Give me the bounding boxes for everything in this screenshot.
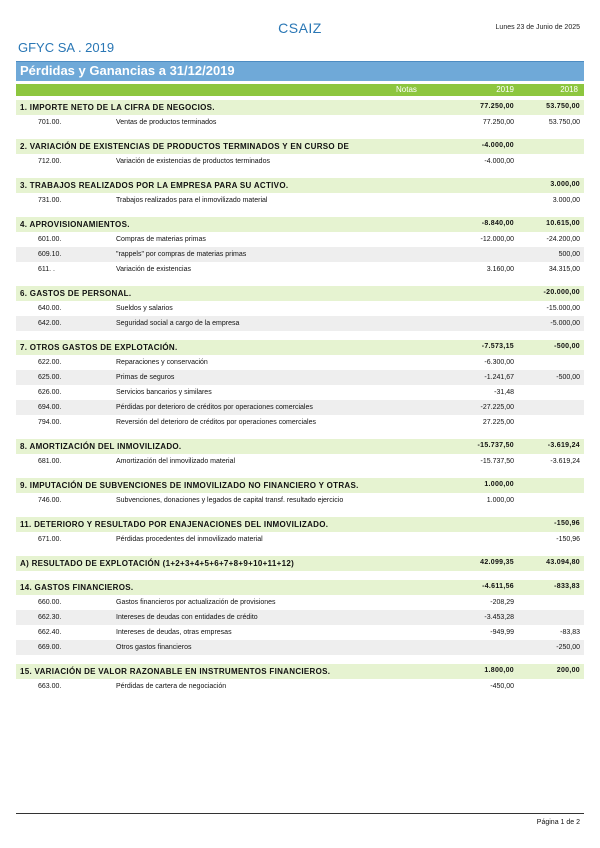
account-value-2019: -4.000,00 [484,158,514,165]
account-description: Otros gastos financieros [116,644,192,651]
column-notes: Notas [396,85,417,94]
section-label: 15. VARIACIÓN DE VALOR RAZONABLE EN INSTRUMENTOS FINANCIEROS. [20,667,331,676]
account-code: 746.00. [38,497,62,504]
section-value-2018: -20.000,00 [543,289,580,296]
account-value-2019: -450,00 [490,683,514,690]
account-row [16,232,584,247]
account-description: Gastos financieros por actualización de provisiones [116,599,276,606]
account-description: Variación de existencias [116,266,191,273]
account-row [16,454,584,469]
row-spacer [16,169,584,178]
account-value-2019: -15.737,50 [480,458,514,465]
account-row [16,247,584,262]
account-row [16,640,584,655]
account-row [16,400,584,415]
account-value-2018: 3.000,00 [552,197,580,204]
account-description: Sueldos y salarios [116,305,173,312]
account-value-2019: -1.241,67 [484,374,514,381]
section-row [16,517,584,532]
section-value-2018: -3.619,24 [547,442,580,449]
account-description: Intereses de deudas, otras empresas [116,629,232,636]
section-row [16,664,584,679]
report-date: Lunes 23 de Junio de 2025 [495,24,580,31]
account-value-2018: -250,00 [556,644,580,651]
account-row [16,415,584,430]
account-description: Subvenciones, donaciones y legados de capital transf. resultado ejercicio [116,497,344,504]
account-code: 640.00. [38,305,62,312]
account-value-2019: 27.225,00 [482,419,514,426]
account-code: 609.10. [38,251,62,258]
section-value-2019: -4.000,00 [481,142,514,149]
account-description: Pérdidas por deterioro de créditos por operaciones comerciales [116,404,313,411]
section-value-2018: 53.750,00 [546,103,580,110]
account-value-2018: -24.200,00 [546,236,580,243]
section-value-2018: -150,96 [554,520,580,527]
account-value-2019: -27.225,00 [480,404,514,411]
row-spacer [16,277,584,286]
account-row [16,154,584,169]
account-code: 626.00. [38,389,62,396]
report-title-bar [16,61,584,81]
account-value-2018: 500,00 [558,251,580,258]
account-description: Reparaciones y conservación [116,359,208,366]
account-description: Reversión del deterioro de créditos por operaciones comerciales [116,419,316,426]
account-description: Intereses de deudas con entidades de crédito [116,614,258,621]
account-value-2018: -83,83 [560,629,580,636]
account-description: Servicios bancarios y similares [116,389,212,396]
account-row [16,679,584,694]
section-row [16,439,584,454]
account-value-2019: -12.000,00 [480,236,514,243]
account-description: Amortización del inmovilizado material [116,458,236,465]
account-value-2019: -31,48 [494,389,514,396]
account-row [16,193,584,208]
section-row [16,556,584,571]
account-code: 681.00. [38,458,62,465]
account-code: 712.00. [38,158,62,165]
account-row [16,385,584,400]
account-row [16,625,584,640]
row-spacer [16,208,584,217]
section-label: 14. GASTOS FINANCIEROS. [20,583,134,592]
account-code: 731.00. [38,197,62,204]
section-row [16,580,584,595]
account-value-2019: -208,29 [490,599,514,606]
account-code: 642.00. [38,320,62,327]
statement-rows [16,100,584,694]
section-label: 11. DETERIORO Y RESULTADO POR ENAJENACIONES DEL INMOVILIZADO. [20,520,329,529]
report-title: Pérdidas y Ganancias a 31/12/2019 [20,63,235,78]
section-row [16,178,584,193]
account-description: Ventas de productos terminados [116,119,217,126]
section-value-2019: -8.840,00 [481,220,514,227]
section-label: 9. IMPUTACIÓN DE SUBVENCIONES DE INMOVILIZADO NO FINANCIERO Y OTRAS. [20,481,359,490]
account-value-2018: -500,00 [556,374,580,381]
section-value-2019: 77.250,00 [480,103,514,110]
section-row [16,286,584,301]
account-value-2018: -15.000,00 [546,305,580,312]
account-description: Pérdidas de cartera de negociación [116,683,227,690]
account-code: 622.00. [38,359,62,366]
account-row [16,595,584,610]
section-value-2019: -4.611,56 [482,583,514,590]
account-description: Variación de existencias de productos terminados [116,158,270,165]
section-row [16,139,584,154]
account-code: 663.00. [38,683,62,690]
account-value-2019: 3.160,00 [486,266,514,273]
section-row [16,478,584,493]
account-row [16,532,584,547]
account-code: 625.00. [38,374,62,381]
account-row [16,262,584,277]
account-row [16,370,584,385]
account-row [16,316,584,331]
account-value-2018: -3.619,24 [550,458,580,465]
account-description: Primas de seguros [116,374,175,381]
column-2019: 2019 [496,85,514,94]
account-row [16,610,584,625]
section-label: 2. VARIACIÓN DE EXISTENCIAS DE PRODUCTOS TERMINADOS Y EN CURSO DE [20,142,350,151]
section-label: 3. TRABAJOS REALIZADOS POR LA EMPRESA PARA SU ACTIVO. [20,181,289,190]
account-description: "rappels" por compras de materias primas [116,251,247,258]
account-code: 701.00. [38,119,62,126]
column-2018: 2018 [560,85,578,94]
account-value-2019: -6.300,00 [484,359,514,366]
account-description: Compras de materias primas [116,236,206,243]
section-value-2018: 43.094,80 [546,559,580,566]
row-spacer [16,130,584,139]
account-value-2018: 34.315,00 [548,266,580,273]
row-spacer [16,469,584,478]
section-value-2019: 1.800,00 [484,667,514,674]
account-code: 671.00. [38,536,62,543]
account-value-2019: 77.250,00 [482,119,514,126]
section-value-2019: 1.000,00 [484,481,514,488]
section-label: 1. IMPORTE NETO DE LA CIFRA DE NEGOCIOS. [20,103,215,112]
section-value-2018: -500,00 [554,343,580,350]
row-spacer [16,508,584,517]
section-value-2019: -7.573,15 [481,343,514,350]
account-value-2019: -949,99 [490,629,514,636]
account-description: Seguridad social a cargo de la empresa [116,320,240,327]
report-subtitle: GFYC SA . 2019 [18,40,115,55]
section-row [16,217,584,232]
row-spacer [16,430,584,439]
account-value-2019: -3.453,28 [484,614,514,621]
section-value-2018: 3.000,00 [550,181,580,188]
footer-divider [16,813,584,814]
section-value-2019: 42.099,35 [480,559,514,566]
section-value-2018: -833,83 [554,583,580,590]
account-code: 794.00. [38,419,62,426]
company-name: CSAIZ [278,20,322,36]
column-header-bar [16,84,584,96]
section-label: 7. OTROS GASTOS DE EXPLOTACIÓN. [20,343,178,352]
row-spacer [16,655,584,664]
account-value-2019: 1.000,00 [486,497,514,504]
account-code: 694.00. [38,404,62,411]
account-value-2018: -5.000,00 [550,320,580,327]
section-label: 4. APROVISIONAMIENTOS. [20,220,130,229]
row-spacer [16,331,584,340]
account-value-2018: 53.750,00 [548,119,580,126]
section-value-2018: 10.615,00 [546,220,580,227]
row-spacer [16,547,584,556]
account-row [16,301,584,316]
section-label: A) RESULTADO DE EXPLOTACIÓN (1+2+3+4+5+6+7+8+9+10+11+12) [20,559,295,568]
section-value-2018: 200,00 [556,667,580,674]
account-description: Pérdidas procedentes del inmovilizado material [116,536,263,543]
section-label: 6. GASTOS DE PERSONAL. [20,289,132,298]
account-description: Trabajos realizados para el inmovilizado material [116,197,268,204]
account-value-2018: -150,96 [556,536,580,543]
account-row [16,115,584,130]
account-row [16,355,584,370]
account-code: 601.00. [38,236,62,243]
section-value-2019: -15.737,50 [477,442,514,449]
section-row [16,100,584,115]
row-spacer [16,571,584,580]
account-row [16,493,584,508]
account-code: 662.30. [38,614,62,621]
section-label: 8. AMORTIZACIÓN DEL INMOVILIZADO. [20,442,182,451]
account-code: 662.40. [38,629,62,636]
account-code: 669.00. [38,644,62,651]
page-number: Página 1 de 2 [536,819,580,826]
account-code: 660.00. [38,599,62,606]
account-code: 611. . [38,266,55,273]
section-row [16,340,584,355]
